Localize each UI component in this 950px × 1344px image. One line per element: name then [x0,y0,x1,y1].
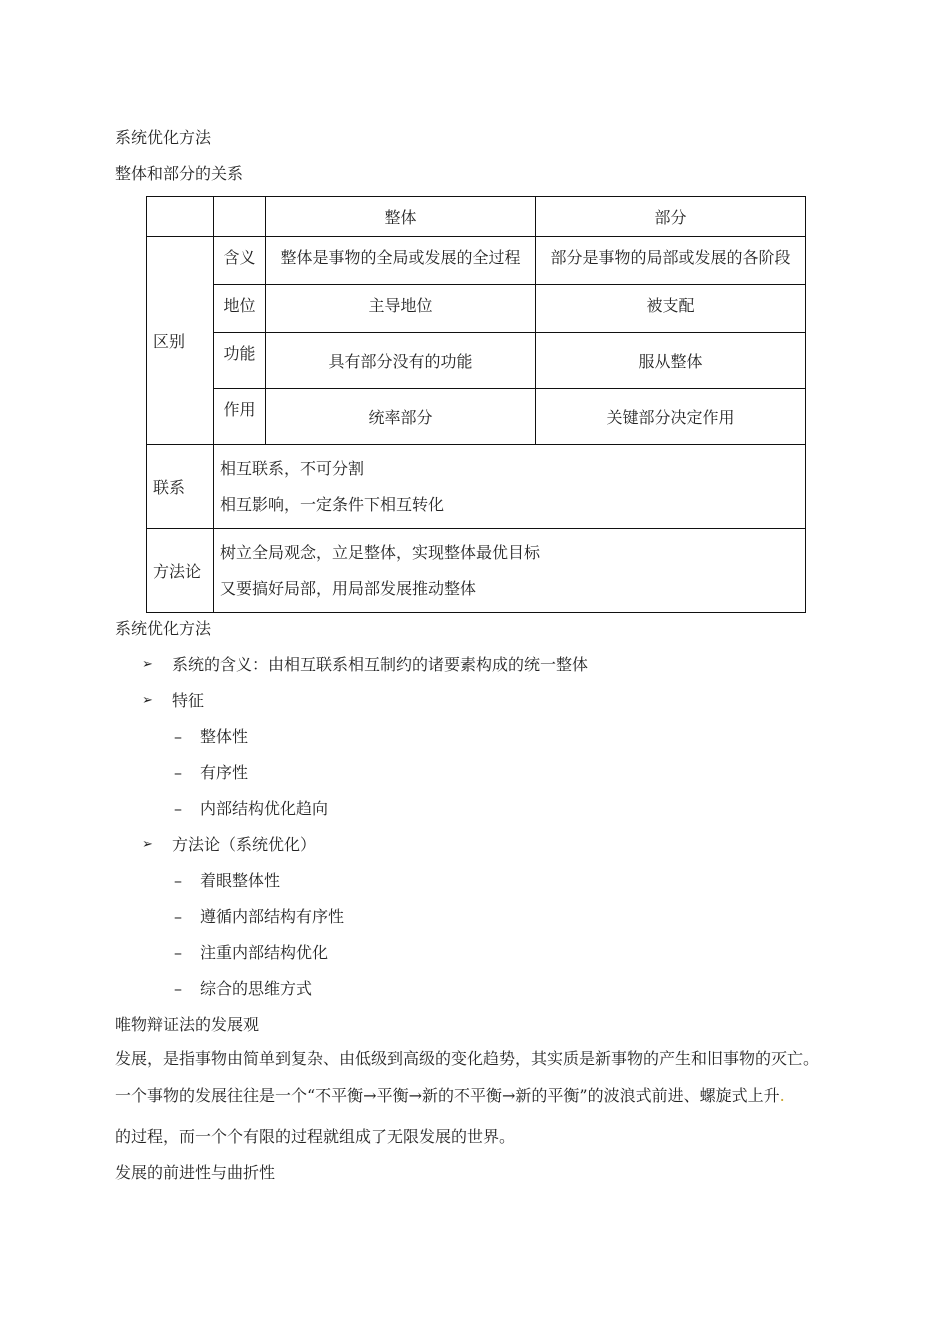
arrow-bullet-icon: ➢ [142,693,153,708]
whole-part-table [146,196,806,613]
row-group-difference: 区别 [147,237,214,445]
cell-part-meaning: 部分是事物的局部或发展的各阶段 [536,237,806,285]
method-item: 注重内部结构优化 [200,943,329,962]
dash-icon: – [174,799,182,818]
bullet-features: 特征 [172,691,205,710]
heading-whole-part: 整体和部分的关系 [115,164,244,183]
bullet-system-meaning: 系统的含义：由相互联系相互制约的诸要素构成的统一整体 [172,655,589,674]
connection-line-1: 相互联系，不可分割 [220,458,365,478]
dash-icon: – [174,871,182,890]
row-label-role: 作用 [214,389,266,445]
method-item: 遵循内部结构有序性 [200,907,345,926]
methodology-line-1: 树立全局观念，立足整体，实现整体最优目标 [220,542,541,562]
section-system-optimization-title: 系统优化方法 [115,619,212,638]
method-item: 综合的思维方式 [200,979,313,998]
row-label-status: 地位 [214,285,266,333]
paragraph-development-process [115,1086,785,1106]
bullet-methodology: 方法论（系统优化） [172,835,317,854]
heading-system-optimization: 系统优化方法 [115,128,212,147]
paragraph-development-world: 的过程，而一个个有限的过程就组成了无限发展的世界。 [115,1127,516,1146]
feature-item: 整体性 [200,727,249,746]
table-header-empty-2 [214,197,266,237]
cell-part-status: 被支配 [536,285,806,333]
dash-icon: – [174,907,182,926]
paragraph-development-definition: 发展，是指事物由简单到复杂、由低级到高级的变化趋势，其实质是新事物的产生和旧事物的灭亡。 [115,1049,820,1068]
cell-whole-status: 主导地位 [266,285,536,333]
paragraph-mark: . [779,1086,785,1105]
dash-icon: – [174,979,182,998]
row-label-meaning: 含义 [214,237,266,285]
dash-icon: – [174,763,182,782]
paragraph-development-process-text: 一个事物的发展往往是一个“不平衡→平衡→新的不平衡→新的平衡”的波浪式前进、螺旋式上升 [115,1086,780,1105]
cell-whole-function: 具有部分没有的功能 [266,333,536,389]
row-label-methodology: 方法论 [147,529,214,613]
dash-icon: – [174,727,182,746]
feature-item: 内部结构优化趋向 [200,799,329,818]
table-header-whole: 整体 [266,197,536,237]
connection-line-2: 相互影响，一定条件下相互转化 [220,494,445,514]
cell-whole-role: 统率部分 [266,389,536,445]
arrow-bullet-icon: ➢ [142,837,153,852]
cell-methodology [214,529,806,613]
cell-whole-meaning: 整体是事物的全局或发展的全过程 [266,237,536,285]
section-development-title: 唯物辩证法的发展观 [115,1015,260,1034]
table-header-empty-1 [147,197,214,237]
arrow-bullet-icon: ➢ [142,657,153,672]
feature-item: 有序性 [200,763,249,782]
methodology-line-2: 又要搞好局部，用局部发展推动整体 [220,578,477,598]
method-item: 着眼整体性 [200,871,281,890]
row-label-function: 功能 [214,333,266,389]
dash-icon: – [174,943,182,962]
cell-part-function: 服从整体 [536,333,806,389]
cell-part-role: 关键部分决定作用 [536,389,806,445]
cell-connection [214,445,806,529]
row-label-connection: 联系 [147,445,214,529]
heading-progress-tortuosity: 发展的前进性与曲折性 [115,1163,276,1182]
table-header-part: 部分 [536,197,806,237]
